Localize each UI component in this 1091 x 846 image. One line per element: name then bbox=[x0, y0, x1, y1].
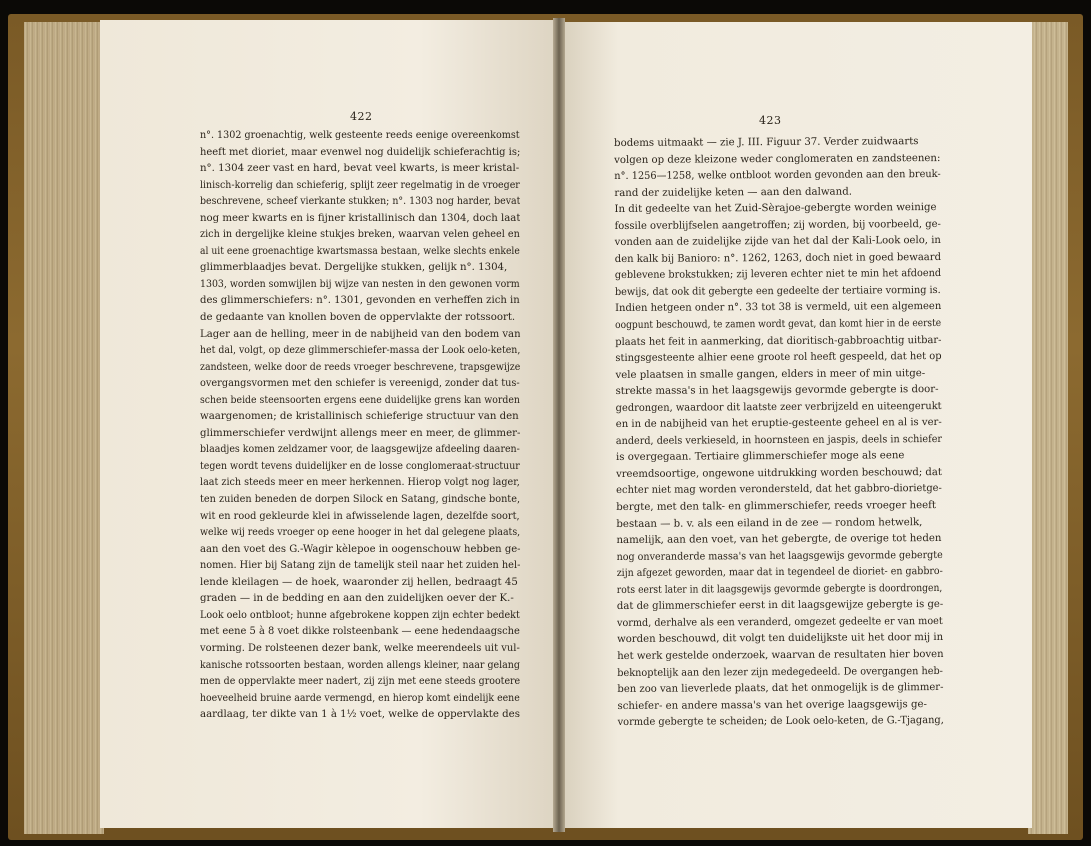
text-line: bergte, met den talk- en glimmerschiefer, reeds vroeger heeft bbox=[616, 500, 937, 514]
text-line: vormde gebergte te scheiden; de Look oelo-keten, de G.-Tjagang, bbox=[617, 715, 944, 729]
text-line: de gedaante van knollen boven de oppervlakte der rotssoort. bbox=[200, 312, 516, 324]
text-line: welke wij reeds vroeger op eene hooger in het dal gelegene plaats, bbox=[200, 527, 520, 539]
text-line: nog onveranderde massa's van het laagsgewijs gevormde gebergte bbox=[616, 549, 943, 563]
text-line: volgen op deze kleizone weder conglomeraten en zandsteenen: bbox=[614, 152, 941, 166]
text-line: beknoptelijk aan den lezer zijn medegedeeld. De overgangen heb- bbox=[617, 665, 943, 679]
right-page-text bbox=[614, 134, 944, 732]
text-line: linisch-korrelig dan schieferig, splijt zeer regelmatig in de vroeger bbox=[200, 179, 520, 191]
text-line: ben zoo van lieverlede plaats, dat het onmogelijk is de glimmer- bbox=[617, 682, 944, 696]
text-line: rand der zuidelijke keten — aan den dalwand. bbox=[614, 186, 852, 199]
text-line: vormd, derhalve als een veranderd, omgezet gedeelte er van moet bbox=[616, 615, 943, 629]
text-line: kanische rotssoorten bestaan, worden allengs kleiner, naar gelang bbox=[200, 659, 520, 671]
text-line: Look oelo ontbloot; hunne afgebrokene koppen zijn echter bedekt bbox=[200, 609, 520, 621]
text-line: wit en rood gekleurde klei in afwisselende lagen, dezelfde soort, bbox=[200, 510, 520, 522]
text-line: rots eerst later in dit laagsgewijs gevormde gebergte is doordrongen, bbox=[616, 582, 943, 596]
text-line: met eene 5 à 8 voet dikke rolsteenbank — eene hedendaagsche bbox=[200, 626, 520, 638]
text-line: schen beide steensoorten ergens eene duidelijke grens kan worden bbox=[200, 394, 520, 406]
text-line: overgangsvormen met den schiefer is vereenigd, zonder dat tus- bbox=[200, 378, 520, 390]
text-line: aan den voet des G.-Wagir kèlepoe in oogenschouw hebben ge- bbox=[200, 543, 521, 555]
left-page bbox=[100, 20, 558, 828]
text-line: dat de glimmerschiefer eerst in dit laagsgewijze gebergte is ge- bbox=[616, 599, 943, 613]
text-line: graden — in de bedding en aan den zuidelijken oever der K.- bbox=[200, 593, 514, 605]
text-line: worden beschouwd, dit volgt ten duidelijkste uit het door mij in bbox=[617, 632, 944, 646]
text-line: oogpunt beschouwd, te zamen wordt gevat, dan komt hier in de eerste bbox=[615, 318, 942, 332]
text-line: hoeveelheid bruine aarde vermengd, en hierop komt eindelijk eene bbox=[200, 692, 520, 704]
text-line: geblevene brokstukken; zij leveren echter niet te min het afdoend bbox=[614, 268, 941, 282]
text-line: het werk gestelde onderzoek, waarvan de resultaten hier boven bbox=[617, 648, 944, 662]
text-line: waargenomen; de kristallinisch schieferige structuur van den bbox=[200, 411, 519, 423]
text-line: vele plaatsen in smalle gangen, elders in meer of min uitge- bbox=[615, 367, 926, 381]
text-line: nomen. Hier bij Satang zijn de tamelijk steil naar het zuiden hel- bbox=[200, 560, 520, 572]
right-page bbox=[562, 22, 1032, 828]
text-line: des glimmerschiefers: n°. 1301, gevonden en verheffen zich in bbox=[200, 295, 520, 307]
text-line: heeft met dioriet, maar evenwel nog duidelijk schieferachtig is; bbox=[200, 146, 521, 158]
text-line: vreemdsoortige, ongewone uitdrukking worden beschouwd; dat bbox=[616, 466, 942, 480]
text-line: en in de nabijheid van het eruptie-gesteente geheel en al is ver- bbox=[615, 417, 942, 431]
text-line: beschrevene, scheef vierkante stukken; n°. 1303 nog harder, bevat bbox=[200, 196, 521, 208]
page-edges-left bbox=[24, 22, 104, 834]
text-line: plaats het feit in aanmerking, dat dioritisch-gabbroachtig uitbar- bbox=[615, 334, 942, 348]
page-edges-right bbox=[1028, 22, 1068, 834]
text-line: zandsteen, welke door de reeds vroeger beschrevene, trapsgewijze bbox=[200, 361, 521, 373]
text-line: echter niet mag worden verondersteld, dat het gabbro-diorietge- bbox=[616, 483, 942, 497]
text-line: blaadjes komen zeldzamer voor, de laagsgewijze afdeeling daaren- bbox=[200, 444, 520, 456]
text-line: vorming. De rolsteenen dezer bank, welke meerendeels uit vul- bbox=[200, 642, 520, 654]
text-line: 1303, worden somwijlen bij wijze van nesten in den gewonen vorm bbox=[200, 278, 520, 290]
text-line: ten zuiden beneden de dorpen Silock en Satang, gindsche bonte, bbox=[200, 494, 520, 506]
text-line: al uit eene groenachtige kwartsmassa bestaan, welke slechts enkele bbox=[200, 245, 520, 257]
text-line: gedrongen, waardoor dit laatste zeer verbrijzeld en uiteengerukt bbox=[615, 400, 942, 414]
text-line: In dit gedeelte van het Zuid-Sèrajoe-gebergte worden weinige bbox=[614, 202, 937, 216]
text-line: anderd, deels verkieseld, in hoornsteen en jaspis, deels in schiefer bbox=[615, 433, 943, 447]
text-line: bewijs, dat ook dit gebergte een gedeelte der tertiaire vorming is. bbox=[614, 284, 941, 298]
text-line: tegen wordt tevens duidelijker en de losse conglomeraat-structuur bbox=[200, 460, 520, 472]
text-line: n°. 1256—1258, welke ontbloot worden gevonden aan den breuk- bbox=[614, 169, 941, 183]
text-line: lende kleilagen — de hoek, waaronder zij hellen, bedraagt 45 bbox=[200, 576, 518, 588]
text-line: vonden aan de zuidelijke zijde van het dal der Kali-Look oelo, in bbox=[614, 235, 941, 249]
text-line: laat zich steeds meer en meer herkennen. Hierop volgt nog lager, bbox=[200, 477, 520, 489]
text-line: glimmerschiefer verdwijnt allengs meer en meer, de glimmer- bbox=[200, 427, 520, 439]
text-line: namelijk, aan den voet, van het gebergte, de overige tot heden bbox=[616, 533, 942, 547]
text-line: n°. 1302 groenachtig, welk gesteente reeds eenige overeenkomst bbox=[200, 130, 520, 141]
text-line: Indien hetgeen onder n°. 33 tot 38 is vermeld, uit een algemeen bbox=[615, 301, 942, 315]
text-line: stingsgesteente alhier eene groote rol heeft gespeeld, dat het op bbox=[615, 351, 942, 365]
text-line: men de oppervlakte meer nadert, zij zijn met eene steeds grootere bbox=[200, 676, 521, 688]
book-gutter bbox=[553, 18, 565, 832]
left-page-text bbox=[200, 128, 520, 724]
text-line: glimmerblaadjes bevat. Dergelijke stukken, gelijk n°. 1304, bbox=[200, 262, 508, 274]
page-number-left: 422 bbox=[350, 110, 373, 123]
page-number-right: 423 bbox=[759, 114, 782, 127]
text-line: bodems uitmaakt — zie J. III. Figuur 37. Verder zuidwaarts bbox=[614, 136, 919, 149]
text-line: het dal, volgt, op deze glimmerschiefer-massa der Look oelo-keten, bbox=[200, 345, 520, 357]
text-line: is overgegaan. Tertiaire glimmerschiefer moge als eene bbox=[615, 450, 905, 464]
text-line: fossile overblijfselen aangetroffen; zij worden, bij voorbeeld, ge- bbox=[614, 218, 941, 232]
text-line: zijn afgezet geworden, maar dat in tegendeel de dioriet- en gabbro- bbox=[616, 566, 943, 580]
text-line: zich in dergelijke kleine stukjes breken, waarvan velen geheel en bbox=[200, 229, 520, 241]
text-line: n°. 1304 zeer vast en hard, bevat veel kwarts, is meer kristal- bbox=[200, 163, 520, 175]
text-line: aardlaag, ter dikte van 1 à 1½ voet, welke de oppervlakte des bbox=[200, 709, 520, 721]
text-line: bestaan — b. v. als een eiland in de zee — rondom hetwelk, bbox=[616, 516, 923, 530]
text-line: schiefer- en andere massa's van het overige laagsgewijs ge- bbox=[617, 698, 928, 712]
text-line: Lager aan de helling, meer in de nabijheid van den bodem van bbox=[200, 328, 521, 340]
text-line: strekte massa's in het laagsgewijs gevormde gebergte is door- bbox=[615, 384, 939, 398]
text-line: den kalk bij Banioro: n°. 1262, 1263, doch niet in goed bewaard bbox=[614, 251, 941, 265]
text-line: nog meer kwarts en is fijner kristallinisch dan 1304, doch laat bbox=[200, 212, 521, 224]
